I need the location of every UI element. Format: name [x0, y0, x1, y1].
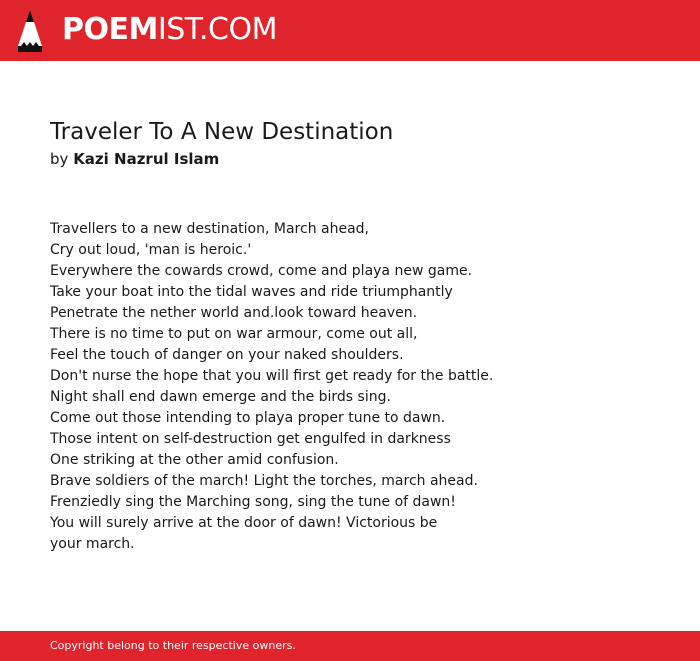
copyright-text: Copyright belong to their respective owners. — [50, 639, 296, 652]
poem-line: Travellers to a new destination, March ahead, — [50, 221, 369, 237]
poem-body — [50, 219, 670, 555]
poem-line: Take your boat into the tidal waves and ride triumphantly — [50, 284, 453, 300]
poem-line: Feel the touch of danger on your naked shoulders. — [50, 347, 404, 363]
poem-line: Come out those intending to playa proper tune to dawn. — [50, 410, 446, 426]
poem-title: Traveler To A New Destination — [50, 119, 394, 145]
poem-line: You will surely arrive at the door of dawn! Victorious be — [50, 515, 438, 531]
logo-bold-text: POEM — [62, 12, 158, 47]
pencil-tip-icon[interactable] — [17, 9, 43, 52]
poem-line: Cry out loud, 'man is heroic.' — [50, 242, 252, 258]
poem-line: Night shall end dawn emerge and the birds sing. — [50, 389, 391, 405]
poem-line: Frenziedly sing the Marching song, sing the tune of dawn! — [50, 494, 456, 510]
poem-line: Brave soldiers of the march! Light the torches, march ahead. — [50, 473, 478, 489]
poem-line: Don't nurse the hope that you will first get ready for the battle. — [50, 368, 494, 384]
poem-line: One striking at the other amid confusion. — [50, 452, 339, 468]
site-header — [0, 0, 700, 61]
poem-line: Everywhere the cowards crowd, come and playa new game. — [50, 263, 473, 279]
logo-light-text: IST.COM — [157, 12, 277, 47]
poem-line: Penetrate the nether world and.look toward heaven. — [50, 305, 418, 321]
poem-line: Those intent on self-destruction get engulfed in darkness — [50, 431, 451, 447]
by-label: by — [50, 150, 69, 168]
site-logo[interactable] — [62, 11, 277, 49]
site-footer — [0, 631, 700, 661]
poem-byline — [50, 148, 219, 170]
poem-line: There is no time to put on war armour, come out all, — [50, 326, 418, 342]
author-name: Kazi Nazrul Islam — [73, 150, 220, 168]
poem-line: your march. — [50, 536, 135, 552]
